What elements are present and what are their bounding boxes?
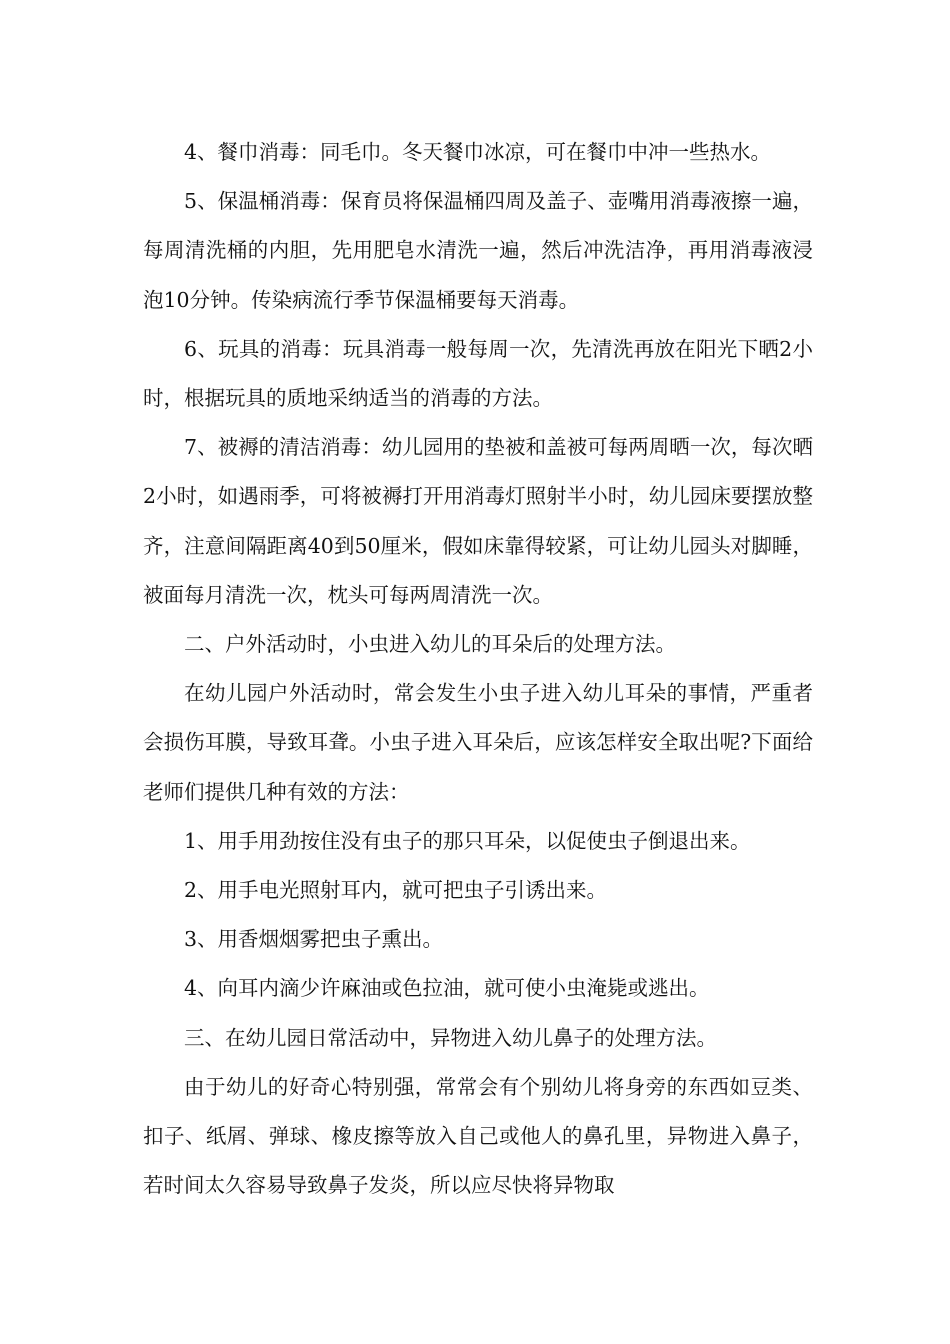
paragraph-ear-insect-intro: 在幼儿园户外活动时，常会发生小虫子进入幼儿耳朵的事情，严重者会损伤耳膜，导致耳聋。小虫子进入耳朵后，应该怎样安全取出呢?下面给老师们提供几种有效的方法：: [143, 681, 813, 804]
paragraph-ear-method-2: 2、用手电光照射耳内，就可把虫子引诱出来。: [184, 878, 608, 903]
paragraph-ear-method-4: 4、向耳内滴少许麻油或色拉油，就可使小虫淹毙或逃出。: [184, 976, 710, 1001]
document-body: [143, 128, 813, 1210]
section-heading-nose-object: 三、在幼儿园日常活动中，异物进入幼儿鼻子的处理方法。: [184, 1025, 717, 1050]
paragraph-ear-method-3: 3、用香烟烟雾把虫子熏出。: [184, 927, 444, 952]
section-heading-ear-insect: 二、户外活动时，小虫进入幼儿的耳朵后的处理方法。: [184, 632, 676, 657]
paragraph-napkin-disinfection: 4、餐巾消毒：同毛巾。冬天餐巾冰凉，可在餐巾中冲一些热水。: [184, 140, 772, 164]
paragraph-thermos-disinfection: 5、保温桶消毒：保育员将保温桶四周及盖子、壶嘴用消毒液擦一遍，每周清洗桶的内胆，先用肥皂水清洗一遍，然后冲洗洁净，再用消毒液浸泡10分钟。传染病流行季节保温桶要每天消毒。: [143, 189, 813, 312]
paragraph-ear-method-1: 1、用手用劲按住没有虫子的那只耳朵，以促使虫子倒退出来。: [184, 828, 751, 853]
paragraph-bedding-disinfection: 7、被褥的清洁消毒：幼儿园用的垫被和盖被可每两周晒一次，每次晒2小时，如遇雨季，可将被褥打开用消毒灯照射半小时，幼儿园床要摆放整齐，注意间隔距离40到50厘米，假如床靠得较紧，可让幼儿园头对脚睡，被面每月清洗一次，枕头可每两周清洗一次。: [143, 435, 813, 607]
paragraph-nose-object-intro: 由于幼儿的好奇心特别强，常常会有个别幼儿将身旁的东西如豆类、扣子、纸屑、弹球、橡皮擦等放入自己或他人的鼻孔里，异物进入鼻子，若时间太久容易导致鼻子发炎，所以应尽快将异物取: [143, 1074, 813, 1198]
paragraph-toy-disinfection: 6、玩具的消毒：玩具消毒一般每周一次，先清洗再放在阳光下晒2小时，根据玩具的质地采纳适当的消毒的方法。: [143, 336, 813, 411]
